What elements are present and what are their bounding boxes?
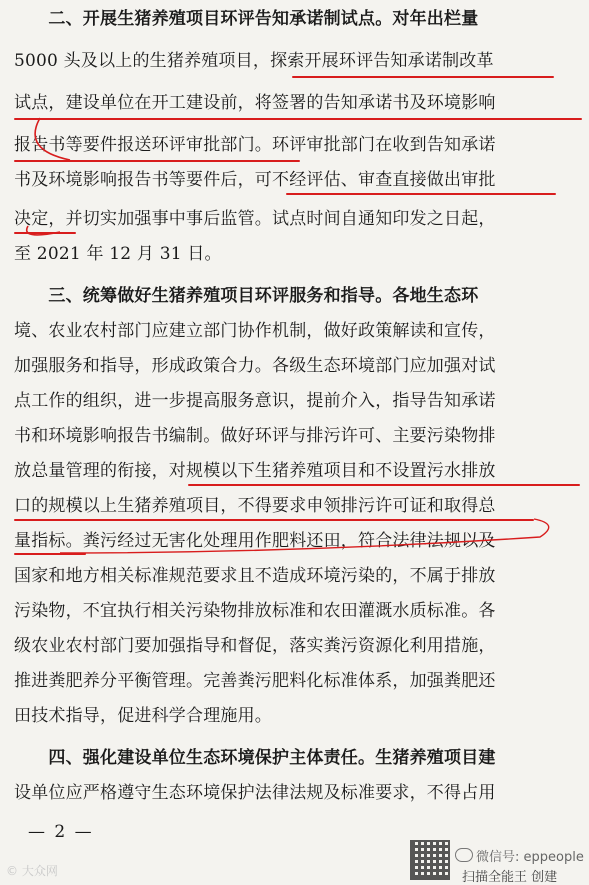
red-underline xyxy=(286,193,556,195)
paragraph-line: 放总量管理的衔接，对规模以下生猪养殖项目和不设置污水排放 xyxy=(14,461,496,481)
watermark-wechat: 微信号: eppeople xyxy=(476,850,584,865)
paragraph-line: 四、强化建设单位生态环境保护主体责任。生猪养殖项目建 xyxy=(14,748,496,768)
paragraph-line: 田技术指导，促进科学合理施用。 xyxy=(14,706,272,726)
watermark-left: © 大众网 xyxy=(6,864,58,878)
paragraph-line: 口的规模以上生猪养殖项目，不得要求申领排污许可证和取得总 xyxy=(14,496,496,516)
paragraph-line: 至 2021 年 12 月 31 日。 xyxy=(14,244,222,264)
red-underline xyxy=(14,118,582,120)
paragraph-line: 三、统筹做好生猪养殖项目环评服务和指导。各地生态环 xyxy=(14,286,479,306)
paragraph-line: 级农业农村部门要加强指导和督促，落实粪污资源化利用措施， xyxy=(14,636,496,656)
paragraph-line: 点工作的组织，进一步提高服务意识，提前介入，指导告知承诺 xyxy=(14,391,496,411)
paragraph-line: 5000 头及以上的生猪养殖项目，探索开展环评告知承诺制改革 xyxy=(14,51,494,71)
qr-code-icon xyxy=(410,840,450,880)
wechat-icon xyxy=(455,848,473,862)
red-underline xyxy=(14,553,86,555)
paragraph-line: 书和环境影响报告书编制。做好环评与排污许可、主要污染物排 xyxy=(14,426,496,446)
paragraph-line: 污染物，不宜执行相关污染物排放标准和农田灌溉水质标准。各 xyxy=(14,601,496,621)
red-underline xyxy=(14,160,300,162)
watermark-scanner: 扫描全能王 创建 xyxy=(462,870,558,885)
paragraph-line: 二、开展生猪养殖项目环评告知承诺制试点。对年出栏量 xyxy=(14,9,479,29)
paragraph-line: 量指标。粪污经过无害化处理用作肥料还田，符合法律法规以及 xyxy=(14,531,496,551)
paragraph-line: 设单位应严格遵守生态环境保护法律法规及标准要求，不得占用 xyxy=(14,783,496,803)
red-underline xyxy=(188,484,580,486)
paragraph-line: 境、农业农村部门应建立部门协作机制，做好政策解读和宣传， xyxy=(14,321,496,341)
paragraph-line: 加强服务和指导，形成政策合力。各级生态环境部门应加强对试 xyxy=(14,356,496,376)
red-underline xyxy=(14,232,76,234)
red-underline xyxy=(14,519,534,521)
paragraph-line: 试点，建设单位在开工建设前，将签署的告知承诺书及环境影响 xyxy=(14,93,496,113)
page-number: — 2 — xyxy=(28,822,94,842)
red-underline xyxy=(292,76,554,78)
paragraph-line: 书及环境影响报告书等要件后，可不经评估、审查直接做出审批 xyxy=(14,170,496,190)
paragraph-line: 推进粪肥养分平衡管理。完善粪污肥料化标准体系，加强粪肥还 xyxy=(14,671,496,691)
paragraph-line: 国家和地方相关标准规范要求且不造成环境污染的，不属于排放 xyxy=(14,566,496,586)
paragraph-line: 报告书等要件报送环评审批部门。环评审批部门在收到告知承诺 xyxy=(14,135,496,155)
paragraph-line: 决定，并切实加强事中事后监管。试点时间自通知印发之日起， xyxy=(14,209,496,229)
